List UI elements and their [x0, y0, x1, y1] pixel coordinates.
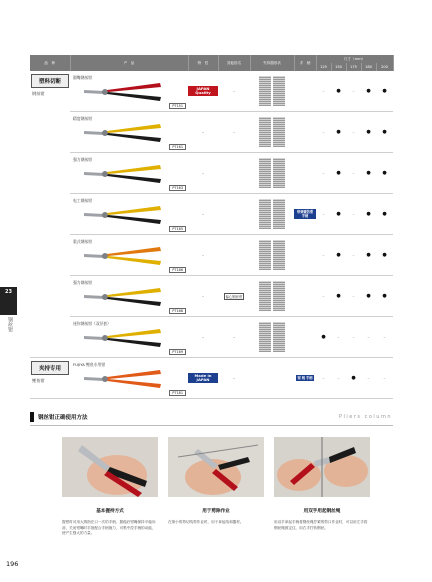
- size-cell: [361, 276, 376, 317]
- other-name-text: –: [233, 335, 235, 339]
- size-cell: [376, 235, 393, 276]
- size-mark: ●: [336, 211, 341, 217]
- size-cell: [376, 71, 393, 112]
- other-name-cell: [218, 235, 250, 276]
- product-cell: [70, 71, 188, 112]
- size-cell: [346, 194, 361, 235]
- usage-description: 用双手拿起手柄将钢丝绳拧紧的剪口作业时，可以用左手将钢丝绳固定住，用右手拧转钢丝。: [274, 520, 368, 530]
- header-feature: 特 性: [188, 55, 218, 71]
- size-cell: [346, 235, 361, 276]
- other-name-cell: [218, 194, 250, 235]
- page-number: 196: [6, 560, 19, 568]
- feature-cell: [188, 235, 218, 276]
- size-mark: ●: [321, 334, 326, 340]
- handle-tag: 钳 柄 手柄: [297, 375, 313, 380]
- product-code: P7169: [169, 349, 186, 355]
- handle-cell: [294, 112, 316, 153]
- size-mark: –: [352, 293, 355, 299]
- product-code: P7161: [169, 144, 186, 150]
- table-row: [30, 276, 393, 317]
- feature-text: –: [202, 294, 204, 298]
- other-name-cell: [218, 358, 250, 399]
- other-name-text: –: [233, 376, 235, 380]
- size-cell: [346, 71, 361, 112]
- plier-image: [82, 286, 162, 308]
- feature-text: –: [202, 335, 204, 339]
- plier-image: [82, 81, 162, 103]
- product-name: 精度钢丝钳: [73, 116, 92, 121]
- size-cell: [346, 153, 361, 194]
- size-mark: –: [322, 211, 325, 217]
- other-name-cell: [218, 317, 250, 358]
- usage-photo-cutting: [168, 437, 264, 497]
- size-cell: [316, 276, 331, 317]
- size-cell: [331, 194, 346, 235]
- usage-description: 在第小的剪切线剪作业时，用于拿起线和器材。: [168, 520, 244, 524]
- table-row: [30, 194, 393, 235]
- size-mark: ●: [382, 88, 387, 94]
- size-mark: ●: [382, 170, 387, 176]
- size-cell: [331, 317, 346, 358]
- blade-shape-icon: [273, 240, 285, 270]
- handle-cell: [294, 194, 316, 235]
- size-cell: [331, 153, 346, 194]
- handle-cell: [294, 153, 316, 194]
- product-table: [30, 55, 394, 399]
- size-cell: [361, 317, 376, 358]
- size-mark: –: [352, 211, 355, 217]
- blade-shape-icon: [273, 117, 285, 147]
- size-mark: –: [352, 170, 355, 176]
- product-name: 圆嘴钢丝钳: [73, 75, 92, 80]
- handle-cell: [294, 276, 316, 317]
- other-name-cell: [218, 71, 250, 112]
- other-name-text: –: [233, 130, 235, 134]
- blade-shape-icon: [273, 322, 285, 352]
- size-mark: ●: [336, 293, 341, 299]
- size-cell: [376, 112, 393, 153]
- table-row: [30, 71, 393, 112]
- size-cell: [376, 317, 393, 358]
- feature-cell: [188, 317, 218, 358]
- product-name: 强力钢丝钳: [73, 280, 92, 285]
- section-title: 钢丝钳正确使用方法: [38, 415, 88, 421]
- size-mark: ●: [336, 170, 341, 176]
- blade-shape-icon: [273, 158, 285, 188]
- feature-text: –: [202, 253, 204, 257]
- other-name-text: –: [233, 89, 235, 93]
- size-cell: [316, 235, 331, 276]
- blade-shape-icon: [259, 281, 271, 311]
- handle-cell: [294, 71, 316, 112]
- size-mark: ●: [366, 170, 371, 176]
- usage-caption: 用于剪除作业: [202, 509, 230, 514]
- size-cell: [316, 317, 331, 358]
- size-mark: –: [322, 252, 325, 258]
- feature-cell: [188, 276, 218, 317]
- size-cell: [316, 194, 331, 235]
- product-cell: [70, 194, 188, 235]
- blade-shape-icon: [259, 117, 271, 147]
- blade-shape-icon: [259, 322, 271, 352]
- product-code: P7151: [169, 103, 186, 109]
- size-mark: –: [337, 334, 340, 340]
- size-cell: [376, 194, 393, 235]
- size-mark: ●: [382, 293, 387, 299]
- size-mark: –: [322, 293, 325, 299]
- blade-cell: [250, 112, 294, 153]
- size-cell: [361, 153, 376, 194]
- chapter-tab: [0, 287, 17, 315]
- size-cell: [376, 358, 393, 399]
- table-row: [30, 112, 393, 153]
- blade-cell: [250, 276, 294, 317]
- other-name-cell: [218, 276, 250, 317]
- size-mark: ●: [366, 293, 371, 299]
- header-category: 品 种: [30, 55, 70, 71]
- usage-photo-two-hands: [274, 437, 370, 497]
- size-mark: –: [367, 375, 370, 381]
- blade-shape-icon: [273, 76, 285, 106]
- size-mark: ●: [382, 211, 387, 217]
- size-mark: ●: [382, 129, 387, 135]
- feature-cell: [188, 153, 218, 194]
- usage-caption: 基本握持方式: [96, 509, 124, 514]
- size-mark: –: [337, 375, 340, 381]
- blade-shape-icon: [259, 158, 271, 188]
- size-cell: [376, 153, 393, 194]
- section-marker: [30, 412, 34, 422]
- size-cell: [346, 276, 361, 317]
- table-row: [30, 153, 393, 194]
- blade-shape-icon: [259, 76, 271, 106]
- size-mark: –: [367, 334, 370, 340]
- plier-image: [82, 163, 162, 185]
- size-mark: –: [383, 375, 386, 381]
- size-mark: –: [322, 375, 325, 381]
- table-row: [30, 358, 393, 399]
- plier-image: [82, 368, 162, 390]
- size-cell: [331, 358, 346, 399]
- size-cell: [346, 358, 361, 399]
- size-mark: ●: [336, 88, 341, 94]
- size-cell: [361, 112, 376, 153]
- other-name-cell: [218, 112, 250, 153]
- product-name: FUJIYA 鲤鱼专用钳: [73, 362, 106, 367]
- blade-shape-icon: [259, 199, 271, 229]
- product-code: P7168: [169, 308, 186, 314]
- header-size-group: 尺寸（mm）: [316, 55, 393, 63]
- product-cell: [70, 276, 188, 317]
- blade-shape-icon: [273, 199, 285, 229]
- blade-cell: [250, 235, 294, 276]
- feature-cell: [188, 194, 218, 235]
- header-size: 180: [361, 63, 376, 71]
- feature-text: –: [202, 212, 204, 216]
- size-cell: [346, 317, 361, 358]
- size-mark: ●: [366, 88, 371, 94]
- header-other-name: 其他俗名: [218, 55, 250, 71]
- usage-photo-basic-grip: [62, 437, 158, 497]
- blade-cell: [250, 317, 294, 358]
- size-cell: [331, 71, 346, 112]
- product-name: 电工钢丝钳: [73, 198, 92, 203]
- feature-text: –: [202, 171, 204, 175]
- section-divider: [30, 425, 393, 426]
- made-in-japan-badge: Made in JAPAN: [188, 373, 218, 383]
- header-size: 175: [346, 63, 361, 71]
- category-cell: [30, 71, 70, 358]
- category-sub: 钢丝钳: [32, 91, 45, 96]
- japan-quality-badge: JAPAN Quality: [188, 86, 218, 96]
- size-mark: –: [383, 334, 386, 340]
- category-label: 塑料切断: [31, 74, 69, 88]
- blade-shape-icon: [273, 281, 285, 311]
- size-mark: ●: [366, 252, 371, 258]
- table-row: [30, 235, 393, 276]
- feature-cell: [188, 71, 218, 112]
- size-mark: –: [352, 334, 355, 340]
- plier-image: [82, 122, 162, 144]
- chapter-label: 钢丝钳: [7, 317, 13, 332]
- size-mark: ●: [366, 129, 371, 135]
- usage-caption: 用双手用起钢丝绳: [303, 509, 341, 514]
- size-mark: ●: [382, 252, 387, 258]
- feature-text: –: [202, 130, 204, 134]
- other-name-cell: [218, 153, 250, 194]
- feature-cell: [188, 358, 218, 399]
- product-code: P7181: [169, 390, 186, 396]
- blade-shape-icon: [259, 240, 271, 270]
- size-cell: [361, 194, 376, 235]
- header-size: 200: [376, 63, 393, 71]
- category-sub: 鲤鱼钳: [32, 378, 45, 383]
- usage-description: 握钳时可用大拇指在口一次的手柄，握稳后钳嘴保持平稳向前，关闭钳嘴时手指配合手柄施力，可集中控手柄的动能，使产生强大的力量。: [62, 520, 156, 535]
- size-cell: [361, 235, 376, 276]
- product-code: P7163: [169, 185, 186, 191]
- section-right-label: Pliers column: [338, 414, 392, 420]
- feature-cell: [188, 112, 218, 153]
- category-label: 夹持专用: [31, 361, 69, 375]
- chapter-number: 23: [5, 289, 12, 295]
- other-name-tag: 偏心钢丝钳: [225, 294, 243, 299]
- size-cell: [361, 358, 376, 399]
- blade-cell: [250, 71, 294, 112]
- size-mark: –: [322, 170, 325, 176]
- size-mark: ●: [336, 252, 341, 258]
- product-cell: [70, 112, 188, 153]
- size-cell: [376, 276, 393, 317]
- size-cell: [316, 358, 331, 399]
- product-name: 强力钢丝钳: [73, 157, 92, 162]
- header-product: 产 品: [70, 55, 188, 71]
- product-name: 重式钢丝钳: [73, 239, 92, 244]
- size-cell: [361, 71, 376, 112]
- size-cell: [331, 235, 346, 276]
- category-cell: [30, 358, 70, 399]
- header-handle: 手 柄: [294, 55, 316, 71]
- header-size: 150: [331, 63, 346, 71]
- size-mark: –: [352, 252, 355, 258]
- header-blade-shape: 夹持器形状: [250, 55, 294, 71]
- blade-cell: [250, 358, 294, 399]
- handle-cell: [294, 358, 316, 399]
- plier-image: [82, 245, 162, 267]
- product-cell: [70, 358, 188, 399]
- size-mark: –: [322, 88, 325, 94]
- product-cell: [70, 235, 188, 276]
- blade-cell: [250, 153, 294, 194]
- product-cell: [70, 317, 188, 358]
- header-size: 125: [316, 63, 331, 71]
- size-cell: [346, 112, 361, 153]
- plier-image: [82, 204, 162, 226]
- size-cell: [316, 71, 331, 112]
- table-row: [30, 317, 393, 358]
- handle-cell: [294, 317, 316, 358]
- size-cell: [331, 112, 346, 153]
- size-cell: [316, 112, 331, 153]
- product-cell: [70, 153, 188, 194]
- product-code: P7166: [169, 267, 186, 273]
- product-name: 迷你钢丝钳（双层套）: [73, 321, 111, 326]
- size-mark: ●: [351, 375, 356, 381]
- size-mark: –: [352, 129, 355, 135]
- size-mark: –: [352, 88, 355, 94]
- size-cell: [331, 276, 346, 317]
- handle-cell: [294, 235, 316, 276]
- size-cell: [316, 153, 331, 194]
- blade-cell: [250, 194, 294, 235]
- plier-image: [82, 327, 162, 349]
- size-mark: –: [322, 129, 325, 135]
- product-code: P7165: [169, 226, 186, 232]
- size-mark: ●: [336, 129, 341, 135]
- handle-tag: 带弹簧防滑手柄: [294, 209, 316, 219]
- size-mark: ●: [366, 211, 371, 217]
